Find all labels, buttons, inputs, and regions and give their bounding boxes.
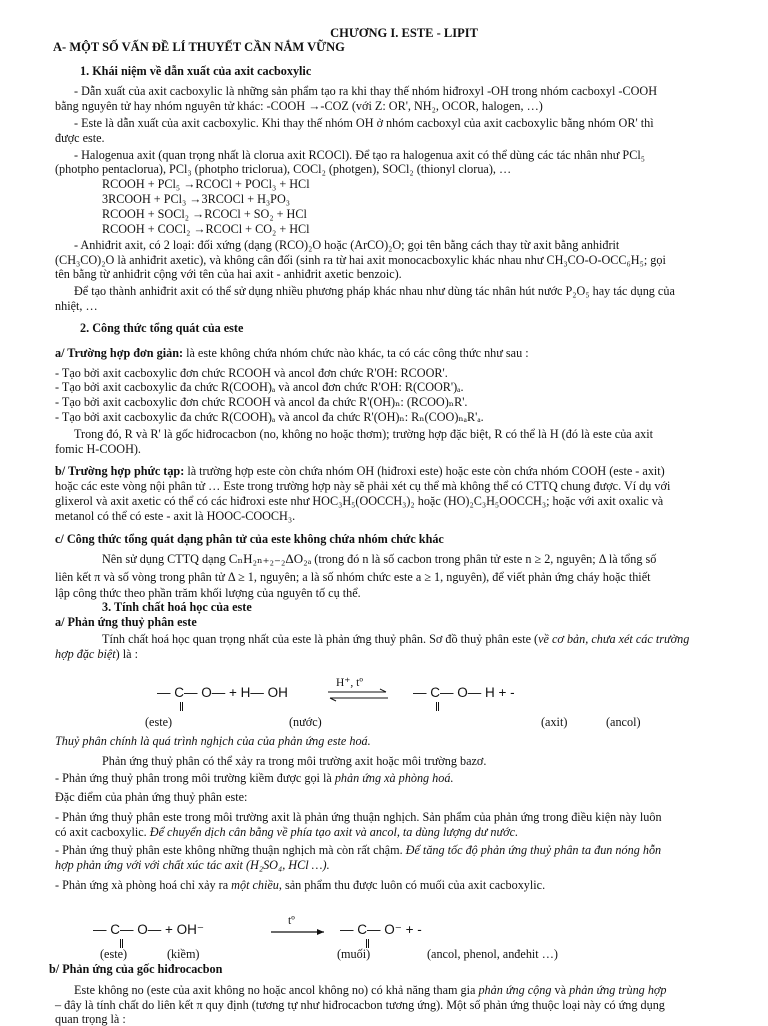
double-bond-icon-3 <box>436 702 437 711</box>
s3-note-4: Đặc điểm của phản ứng thuỷ phân este: <box>55 790 248 804</box>
label-rest: (ancol, phenol, anđehit …) <box>427 947 558 961</box>
s3-b-paragraph-3: quan trọng là : <box>55 1012 126 1026</box>
s2-case-b-label: b/ Trường hợp phức tạp: <box>55 464 185 478</box>
chapter-title: CHƯƠNG I. ESTE - LIPIT <box>330 26 478 40</box>
s2-case-a <box>55 346 768 360</box>
s2-case-b-4: metanol có thể có este - axit là HOOC-COOCH₃. <box>55 509 296 523</box>
s3-feature-1: - Phản ứng thuỷ phân este trong môi trường axit là phản ứng thuận nghịch. Sản phẩm của phản ứng trong điều kiện này luôn <box>55 810 662 824</box>
s2-bullet-2: - Tạo bởi axit cacboxylic đa chức R(COOH)ₐ và ancol đơn chức R'OH: R(COOR')ₐ. <box>55 380 464 394</box>
reaction-2-left: — C— O— + OH⁻ <box>93 922 205 937</box>
part-a-title: A- MỘT SỐ VẤN ĐỀ LÍ THUYẾT CẦN NẮM VỮNG <box>53 40 345 54</box>
s2-case-c-title: c/ Công thức tổng quát dạng phân tử của este không chứa nhóm chức khác <box>55 532 444 546</box>
reaction-2-right: — C— O⁻ + - <box>340 922 422 937</box>
equilibrium-arrow-icon <box>326 688 390 702</box>
s1-equation-4: RCOOH + COCl₂ →RCOCl + CO₂ + HCl <box>102 222 310 236</box>
s3-b-paragraph-1 <box>74 983 768 997</box>
s1-paragraph-5a: Để tạo thành anhiđrit axit có thể sử dụng nhiều phương pháp khác nhau như dùng tác nhân hút nước P₂O₅ hay tác dụng của <box>74 284 675 298</box>
label-acid: (axit) <box>541 715 568 729</box>
reaction-1-left: — C— O— + H— OH <box>157 685 288 700</box>
label-ester-2: (este) <box>100 947 128 961</box>
s2-case-c-1 <box>102 552 768 566</box>
forward-arrow-icon <box>270 928 326 936</box>
s2-bullet-3: - Tạo bởi axit cacboxylic đơn chức RCOOH và ancol đa chức R'(OH)ₙ: (RCOO)ₙR'. <box>55 395 468 409</box>
s2-case-a-text: là este không chứa nhóm chức nào khác, ta có các công thức như sau : <box>183 346 529 360</box>
s2-case-b-2: hoặc các este vòng nội phân tử … Este trong trường hợp này sẽ phải xét cụ thể mà không thể có CTTQ chung được. Ví dụ với <box>55 479 671 493</box>
reaction-1-right: — C— O— H + - <box>413 685 515 700</box>
s3-feature-2-italic: Để chuyển dịch cân bằng về phía tạo axit và ancol, ta dùng lượng dư nước. <box>149 825 519 839</box>
label-water: (nước) <box>289 715 322 729</box>
s3-feature-5 <box>55 878 768 892</box>
s2-case-c-3: lập công thức theo phần trăm khối lượng của nguyên tố cụ thể. <box>55 586 361 600</box>
s1-equation-1: RCOOH + PCl₅ →RCOCl + POCl₃ + HCl <box>102 177 310 191</box>
label-alcohol: (ancol) <box>606 715 641 729</box>
s1-paragraph-5b: nhiệt, … <box>55 299 98 313</box>
s3-g1-italic-2: phản ứng trùng hợp <box>569 983 667 997</box>
s2-bullet-1: - Tạo bởi axit cacboxylic đơn chức RCOOH và ancol đơn chức R'OH: RCOOR'. <box>55 366 448 380</box>
s3-paragraph-1 <box>102 632 768 646</box>
reaction-1-condition: H⁺, tº <box>336 677 363 689</box>
s3-feature-2-pre: có axit cacboxylic. <box>55 825 150 839</box>
section-1-title: 1. Khái niệm về dẫn xuất của axit cacboxylic <box>80 64 312 78</box>
s1-paragraph-2a: - Este là dẫn xuất của axit cacboxylic. Khi thay thế nhóm OH ở nhóm cacboxyl của axit cacboxylic bằng nhóm OR' thì <box>74 116 654 130</box>
s3-g1-mid: và <box>551 983 570 997</box>
s2-note-a: Trong đó, R và R' là gốc hiđrocacbon (no, không no hoặc thơm); trường hợp đặc biệt, R có thể là H (đó là este của axit <box>74 427 654 441</box>
s1-paragraph-2b: được este. <box>55 131 105 145</box>
s3-feature-5-pre: - Phản ứng xà phòng hoá chỉ xảy ra <box>55 878 232 892</box>
double-bond-icon-2 <box>182 702 183 711</box>
s2-bullet-4: - Tạo bởi axit cacboxylic đa chức R(COOH)ₐ và ancol đa chức R'(OH)ₙ: Rₙ(COO)ₙₐR'ₐ. <box>55 410 484 424</box>
s1-paragraph-3a: - Halogenua axit (quan trọng nhất là clorua axit RCOCl). Để tạo ra halogenua axit có thể dùng các tác nhân như PCl₅ <box>74 148 645 162</box>
s2-case-b-3: glixerol và axit axetic có thể có các hiđroxi este như HOC₃H₅(OOCCH₃)₂ hoặc (HO)₂C₃H₅OOCCH₃; hoặc với axit oxalic và <box>55 494 664 508</box>
label-base: (kiềm) <box>167 947 200 961</box>
s3-note-3-pre: - Phản ứng thuỷ phân trong môi trường kiềm được gọi là <box>55 771 335 785</box>
double-bond-icon-4 <box>438 702 439 711</box>
s1-equation-2: 3RCOOH + PCl₃ →3RCOCl + H₃PO₃ <box>102 192 291 206</box>
s3-note-1: Thuỷ phân chính là quá trình nghịch của của phản ứng este hoá. <box>55 734 371 748</box>
s1-paragraph-1b: bằng nguyên tử hay nhóm nguyên tử khác: -COOH →-COZ (với Z: OR', NH₂, OCOR, halogen, …) <box>55 99 543 113</box>
s3-b-title: b/ Phản ứng của gốc hiđrocacbon <box>49 962 223 976</box>
s3-feature-2 <box>55 825 768 839</box>
general-formula: CₙH₂ₙ₊₂₋₂ΔO₂ₐ <box>228 551 312 566</box>
double-bond-icon <box>180 702 181 711</box>
section-2-title: 2. Công thức tổng quát của este <box>80 321 244 335</box>
reaction-2-condition: tº <box>288 915 295 927</box>
s3-b-paragraph-2: – đây là tính chất do liên kết π quy định (tương tự như hiđrocacbon tương ứng). Một số phản ứng thuộc loại này có ứng dụng <box>55 998 665 1012</box>
s3-feature-4: hợp phản ứng với với chất xúc tác axit (H₂SO₄, HCl …). <box>55 858 330 872</box>
label-salt: (muối) <box>337 947 371 961</box>
s3-feature-3 <box>55 843 768 857</box>
s1-equation-3: RCOOH + SOCl₂ →RCOCl + SO₂ + HCl <box>102 207 307 221</box>
s1-paragraph-4a: - Anhiđrit axit, có 2 loại: đối xứng (dạng (RCO)₂O hoặc (ArCO)₂O; gọi tên bằng cách thay từ axit bằng anhiđrit <box>74 238 620 252</box>
s3-p2-italic: hợp đặc biệt <box>55 647 116 661</box>
s3-note-2: Phản ứng thuỷ phân có thể xảy ra trong môi trường axit hoặc môi trường bazơ. <box>102 754 487 768</box>
s2-case-c-1-post: (trong đó n là số cacbon trong phân tử este n ≥ 2, nguyên; Δ là tổng số <box>311 552 657 566</box>
s3-p1-italic: về cơ bản, chưa xét các trường <box>538 632 690 646</box>
s1-paragraph-3b: (photpho pentaclorua), PCl₃ (photpho triclorua), COCl₂ (photgen), SOCl₂ (thionyl clorua), … <box>55 162 512 176</box>
s1-paragraph-1a: - Dẫn xuất của axit cacboxylic là những sản phẩm tạo ra khi thay thế nhóm hiđroxyl -OH trong nhóm cacboxyl -COOH <box>74 84 657 98</box>
s2-case-c-1-pre: Nên sử dụng CTTQ dạng <box>102 552 229 566</box>
s2-case-b <box>55 464 768 478</box>
s3-feature-5-italic: một chiều <box>231 878 279 892</box>
s3-paragraph-2 <box>55 647 768 661</box>
s3-note-3-italic: phản ứng xà phòng hoá. <box>334 771 454 785</box>
s3-g1-italic-1: phản ứng cộng <box>478 983 552 997</box>
s1-paragraph-4b: (CH₃CO)₂O là anhiđrit axetic), và không cân đối (sinh ra từ hai axit monocacboxylic khác nhau như CH₃CO-O-OCC₆H₅; gọi <box>55 253 666 267</box>
label-ester: (este) <box>145 715 173 729</box>
s2-case-a-label: a/ Trường hợp đơn giản: <box>55 346 184 360</box>
s3-feature-3-pre: - Phản ứng thuỷ phân este không những thuận nghịch mà còn rất chậm. <box>55 843 406 857</box>
s3-note-3 <box>55 771 768 785</box>
s2-case-c-2: liên kết π và số vòng trong phân tử Δ ≥ 1, nguyên; a là số nhóm chức este a ≥ 1, nguyên), để viết phản ứng cháy hoặc thiết <box>55 570 651 584</box>
s3-feature-5-post: , sản phẩm thu được luôn có muối của axit cacboxylic. <box>278 878 546 892</box>
s2-case-b-text: là trường hợp este còn chứa nhóm OH (hiđroxi este) hoặc este còn chứa nhóm COOH (este - axit) <box>184 464 665 478</box>
s3-feature-3-italic: Để tăng tốc độ phản ứng thuỷ phân ta đun nóng hỗn <box>405 843 662 857</box>
s2-note-b: fomic H-COOH). <box>55 442 141 456</box>
s3-p1-text: Tính chất hoá học quan trọng nhất của este là phản ứng thuỷ phân. Sơ đồ thuỷ phân este ( <box>102 632 539 646</box>
s3-g1-pre: Este không no (este của axit không no hoặc ancol không no) có khả năng tham gia <box>74 983 479 997</box>
section-3-title: 3. Tính chất hoá học của este <box>102 600 252 614</box>
s3-p2-text: ) là : <box>115 647 139 661</box>
s1-paragraph-4c: tên bằng từ anhiđrit cộng với tên của hai axit - anhiđrit axetic benzoic). <box>55 267 402 281</box>
s3-a-title: a/ Phản ứng thuỷ phân este <box>55 615 197 629</box>
